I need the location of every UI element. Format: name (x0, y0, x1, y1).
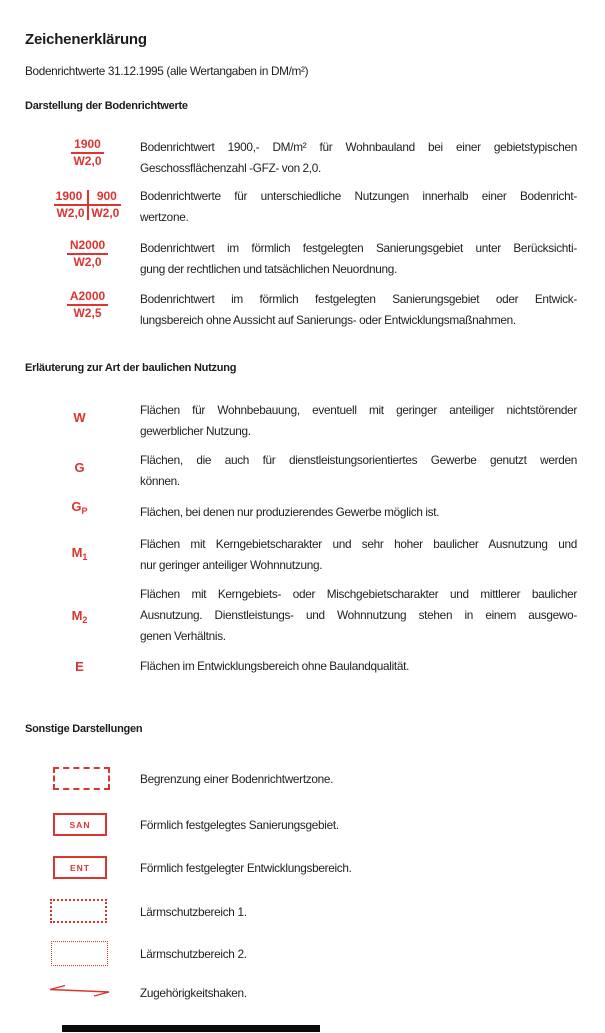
section-heading-darstellung: Darstellung der Bodenrichtwerte (25, 100, 188, 112)
ent-box-label: ENT (70, 862, 90, 873)
usage-letter-symbol: W (73, 410, 86, 425)
explanation-text: Lärmschutzbereich 2. (140, 947, 247, 961)
explanation-text: Bodenrichtwert im förmlich festgelegten Sanierungsgebiet oder Entwick- lungsbereich ohne Aussicht auf Sanierungs- oder Entwicklungsmaßnahmen. (140, 292, 577, 327)
bodenrichtwert-fraction-symbol (50, 290, 125, 322)
explanation-text: Flächen, bei denen nur produzierendes Gewerbe möglich ist. (140, 505, 440, 519)
explanation-text: Flächen, die auch für dienstleistungsorientiertes Gewerbe genutzt werden können. (140, 453, 577, 488)
fraction-denominator: W2,0 (73, 154, 102, 168)
san-box-symbol (53, 813, 107, 836)
explanation-text: Zugehörigkeitshaken. (140, 986, 247, 1000)
usage-letter-symbol: $M_2$ (71, 608, 88, 625)
fraction-numerator-left: 1900 (54, 190, 90, 206)
bodenrichtwert-double-fraction-symbol (50, 187, 125, 220)
explanation-text: Bodenrichtwert 1900,- DM/m² für Wohnbauland bei einer gebietstypischen Geschossflächenzahl -GFZ- von 2,0. (140, 140, 577, 175)
page-title: Zeichenerklärung (25, 31, 147, 48)
fraction-numerator: A2000 (67, 290, 108, 306)
fraction-denominator: W2,0 (73, 255, 102, 269)
noise-zone-1-dotted-box-symbol (50, 899, 107, 923)
section-heading-nutzung: Erläuterung zur Art der baulichen Nutzung (25, 362, 237, 374)
page-subtitle: Bodenrichtwerte 31.12.1995 (alle Wertangaben in DM/m²) (25, 64, 309, 78)
double-arrow-icon (47, 981, 113, 1001)
explanation-text: Bodenrichtwert im förmlich festgelegten Sanierungsgebiet unter Berücksichti- gung der rechtlichen und tatsächlichen Neuordnung. (140, 241, 577, 276)
explanation-text: Begrenzung einer Bodenrichtwertzone. (140, 772, 334, 786)
usage-letter-symbol: $G_P$ (71, 499, 88, 516)
fraction-numerator: N2000 (67, 239, 108, 255)
explanation-text: Förmlich festgelegter Entwicklungsbereich. (140, 861, 352, 875)
bodenrichtwert-fraction-symbol (50, 138, 125, 170)
fraction-denominator-left: W2,0 (54, 206, 90, 220)
fraction-denominator: W2,5 (73, 306, 102, 320)
bodenrichtwert-fraction-symbol (50, 239, 125, 271)
usage-letter-symbol: $M_1$ (71, 545, 88, 562)
explanation-text: Lärmschutzbereich 1. (140, 905, 247, 919)
explanation-text: Flächen für Wohnbebauung, eventuell mit geringer anteiliger nichtstörender gewerblicher Nutzung. (140, 403, 577, 438)
zone-boundary-dashed-box-symbol (53, 767, 110, 790)
fraction-numerator-right: 900 (89, 190, 121, 206)
footer-bar (62, 1025, 320, 1032)
explanation-text: Bodenrichtwerte für unterschiedliche Nutzungen innerhalb einer Bodenricht- wertzone. (140, 189, 577, 224)
usage-letter-symbol: E (75, 659, 84, 674)
explanation-text: Flächen mit Kerngebietscharakter und sehr hoher baulicher Ausnutzung und nur geringer anteiliger Wohnnutzung. (140, 537, 577, 572)
explanation-text: Flächen im Entwicklungsbereich ohne Baulandqualität. (140, 659, 410, 673)
fraction-denominator-right: W2,0 (91, 206, 120, 220)
usage-letter-symbol: G (74, 460, 85, 475)
explanation-text: Flächen mit Kerngebiets- oder Mischgebietscharakter und mittlerer baulicher Ausnutzung. Dienstleistungs- und Wohnnutzung stehen in einem ausgewo- genen Verhältnis. (140, 587, 577, 643)
fraction-numerator: 1900 (71, 138, 104, 154)
explanation-text: Förmlich festgelegtes Sanierungsgebiet. (140, 818, 339, 832)
noise-zone-2-dotted-box-symbol (51, 941, 108, 966)
section-heading-sonstige: Sonstige Darstellungen (25, 723, 143, 735)
san-box-label: SAN (69, 819, 91, 830)
ent-box-symbol (53, 856, 107, 879)
